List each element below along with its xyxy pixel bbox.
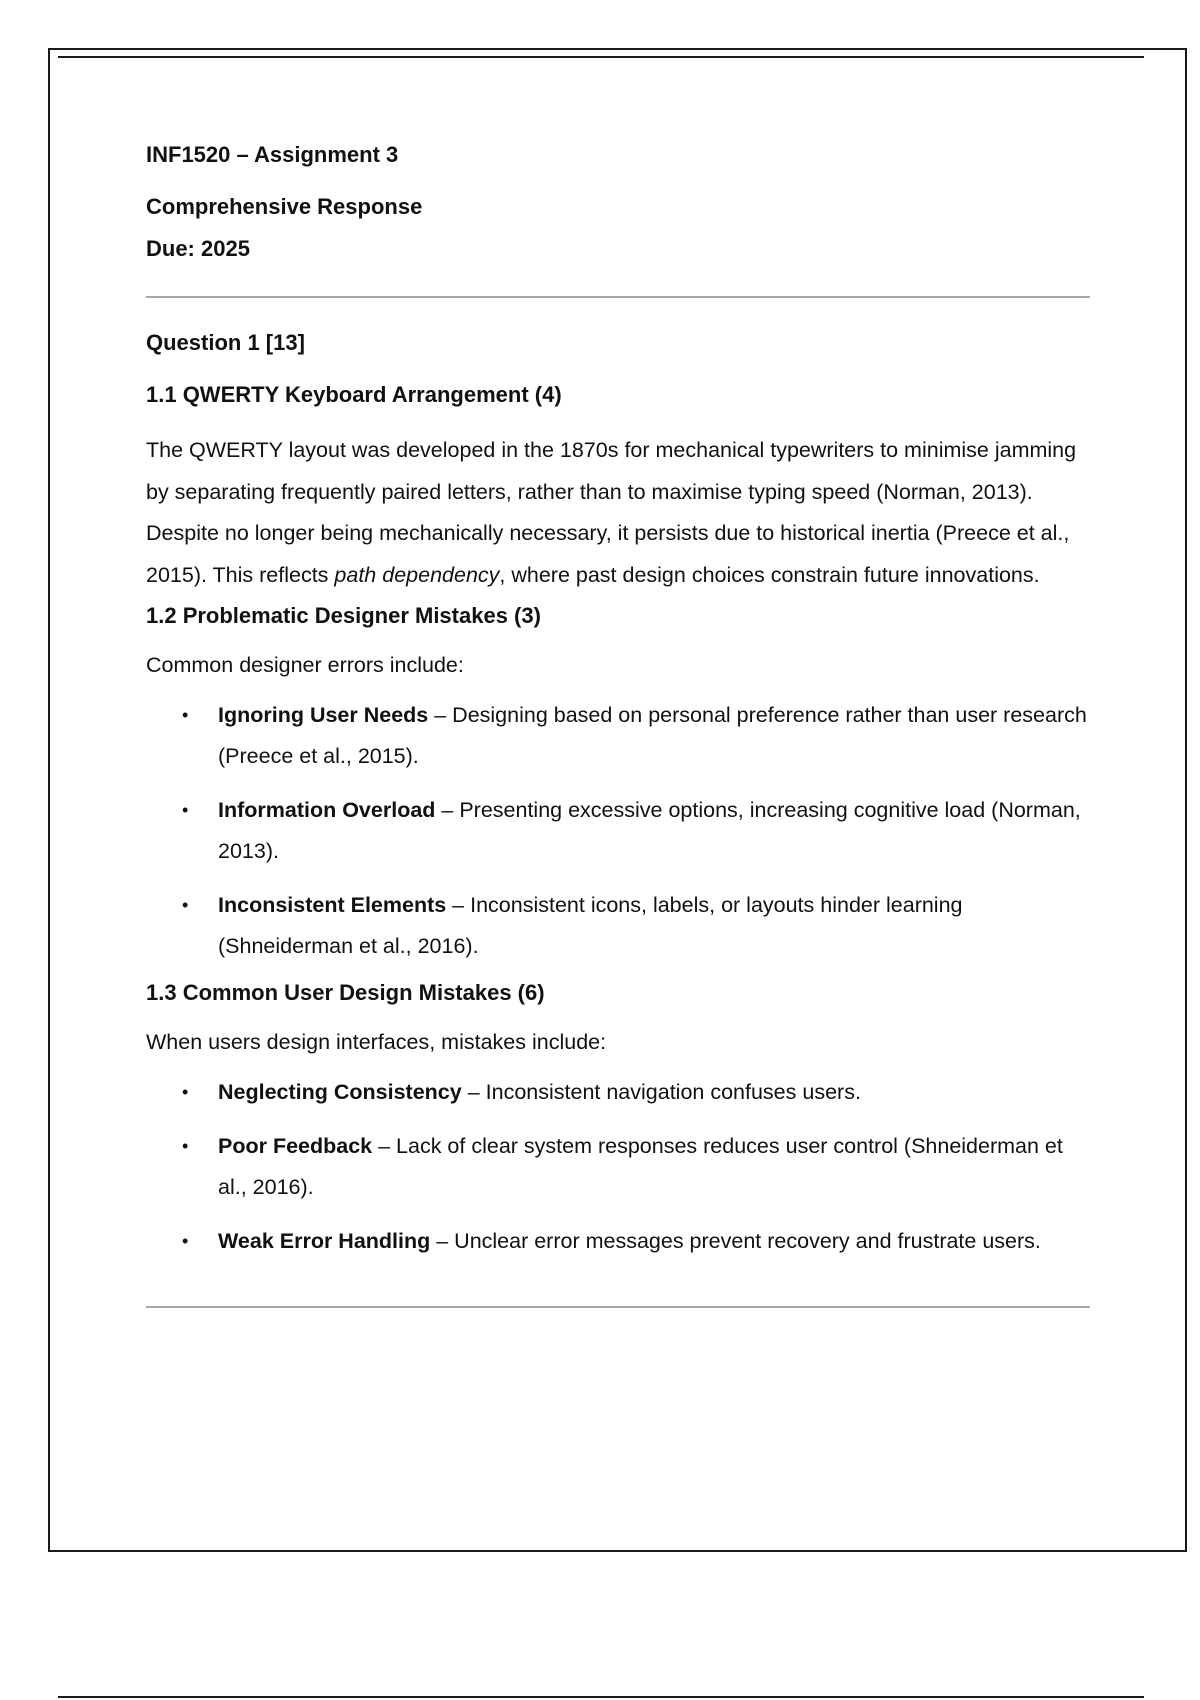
list-item-desc: – Presenting excessive options, increasing cognitive load (Norman, 2013). xyxy=(218,797,1081,863)
paragraph-text: , where past design choices constrain future innovations. xyxy=(499,563,1040,588)
due-date: Due: 2025 xyxy=(146,236,250,261)
list-item xyxy=(182,695,1090,777)
list-item-desc: – Inconsistent icons, labels, or layouts hinder learning (Shneiderman et al., 2016). xyxy=(218,892,963,958)
list-item xyxy=(182,790,1090,872)
bullet-icon: • xyxy=(182,799,189,820)
list-item-term: Inconsistent Elements xyxy=(218,892,447,917)
document-content xyxy=(146,142,1090,1308)
list-item-term: Neglecting Consistency xyxy=(218,1079,462,1104)
document-subtitle: Comprehensive Response xyxy=(146,194,423,219)
bullet-icon: • xyxy=(182,1135,189,1156)
section-divider-top xyxy=(146,296,1090,298)
bullet-icon: • xyxy=(182,1230,189,1251)
list-item xyxy=(182,885,1090,967)
section-1-2-heading: 1.2 Problematic Designer Mistakes (3) xyxy=(146,602,541,628)
list-item-term: Information Overload xyxy=(218,797,436,822)
list-item xyxy=(182,1126,1090,1208)
bullet-icon: • xyxy=(182,704,189,725)
frame-top-rule xyxy=(58,56,1144,58)
section-1-1-paragraph xyxy=(146,430,1090,597)
section-1-2-intro: Common designer errors include: xyxy=(146,652,464,677)
list-item xyxy=(182,1221,1090,1262)
list-item-desc: – Designing based on personal preference rather than user research (Preece et al., 2015). xyxy=(218,702,1087,768)
list-item xyxy=(182,1072,1090,1113)
bullet-icon: • xyxy=(182,1081,189,1102)
list-item-desc: – Inconsistent navigation confuses users. xyxy=(461,1079,861,1104)
question-title: Question 1 [13] xyxy=(146,330,305,355)
paragraph-text: The QWERTY layout was developed in the 1870s for mechanical typewriters to minimise jamming by separating frequently paired letters, rather than to maximise typing speed (Norman, 2013). Despite no longer being mechanically necessary, it persists due to historical inertia (Preece et al., 2015). This reflects xyxy=(146,438,1077,588)
next-page-top-rule xyxy=(58,1696,1144,1698)
designer-mistakes-list xyxy=(146,695,1090,967)
section-divider-bottom xyxy=(146,1306,1090,1308)
list-item-term: Poor Feedback xyxy=(218,1133,373,1158)
list-item-desc: – Unclear error messages prevent recovery and frustrate users. xyxy=(430,1228,1041,1253)
bullet-icon: • xyxy=(182,894,189,915)
section-1-3-heading: 1.3 Common User Design Mistakes (6) xyxy=(146,979,545,1005)
section-1-1-heading: 1.1 QWERTY Keyboard Arrangement (4) xyxy=(146,382,562,407)
list-item-term: Weak Error Handling xyxy=(218,1228,431,1253)
section-1-3-intro: When users design interfaces, mistakes include: xyxy=(146,1029,607,1054)
document-title: INF1520 – Assignment 3 xyxy=(146,142,399,167)
list-item-desc: – Lack of clear system responses reduces user control (Shneiderman et al., 2016). xyxy=(218,1133,1063,1199)
list-item-term: Ignoring User Needs xyxy=(218,702,429,727)
paragraph-emphasis: path dependency xyxy=(334,563,500,588)
user-mistakes-list xyxy=(146,1072,1090,1262)
